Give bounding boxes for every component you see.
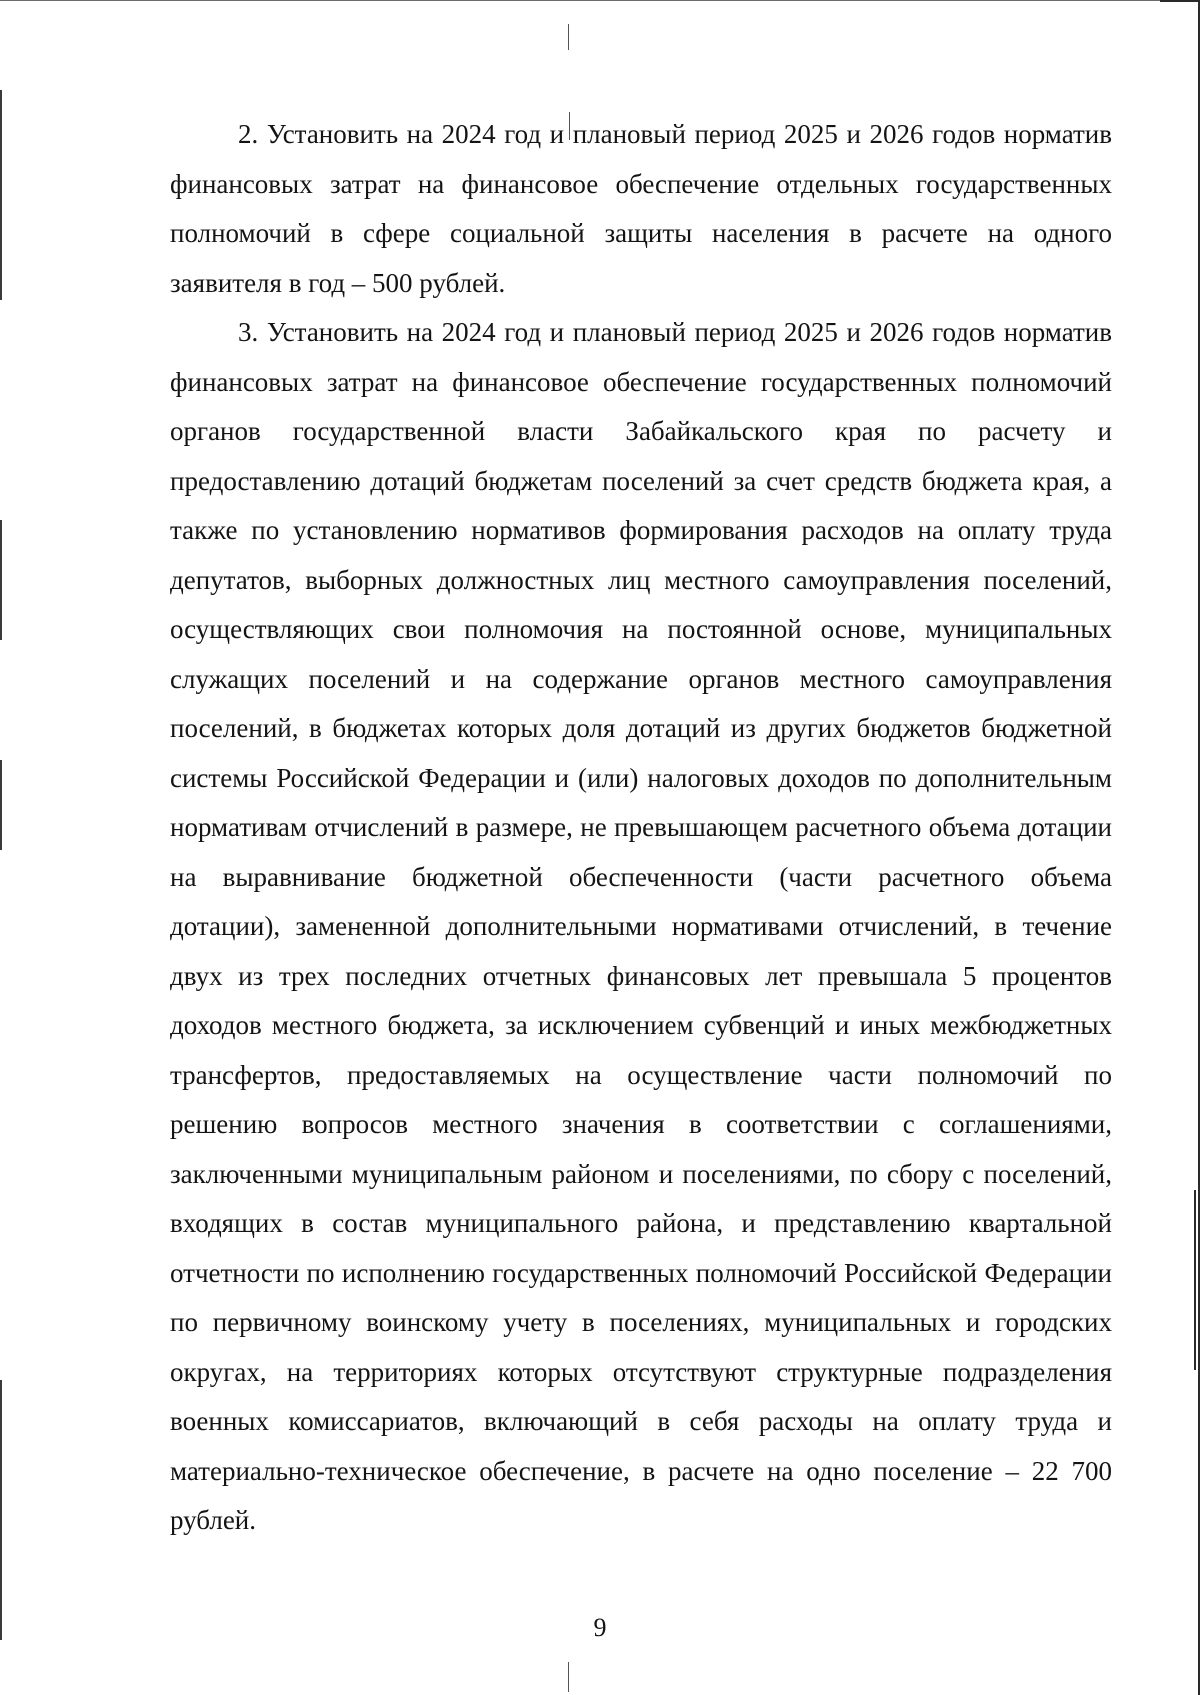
fold-mark-bottom (568, 1662, 569, 1692)
paragraph-2: 2. Установить на 2024 год и плановый период 2025 и 2026 годов норматив финансовых затрат на финансовое обеспечение отдельных государственных полномочий в сфере социальной защиты населения в расчете на одного заявителя в год – 500 рублей. (170, 119, 1112, 298)
scan-edge-left (0, 520, 2, 640)
page-number: 9 (593, 1613, 607, 1642)
scan-edge-left (0, 90, 2, 300)
document-body (170, 110, 1112, 1546)
scan-edge-top (0, 0, 1200, 1)
scan-edge-left (0, 1380, 2, 1640)
scan-edge-left (0, 760, 2, 850)
scan-edge-right-mark (1194, 1190, 1196, 1370)
scan-edge-right-top (1160, 0, 1200, 2)
fold-mark-top (568, 24, 569, 50)
paragraph-3: 3. Установить на 2024 год и плановый период 2025 и 2026 годов норматив финансовых затрат на финансовое обеспечение государственных полномочий органов государственной власти Забайкальского края по расчету и предоставлению дотаций бюджетам поселений за счет средств бюджета края, а также по установлению нормативов формирования расходов на оплату труда депутатов, выборных должностных лиц местного самоуправления поселений, осуществляющих свои полномочия на постоянной основе, муниципальных служащих поселений и на содержание органов местного самоуправления поселений, в бюджетах которых доля дотаций из других бюджетов бюджетной системы Российской Федерации и (или) налоговых доходов по дополнительным нормативам отчислений в размере, не превышающем расчетного объема дотации на выравнивание бюджетной обеспеченности (части расчетного объема дотации), замененной дополнительными нормативами отчислений, в течение двух из трех последних отчетных финансовых лет превышала 5 процентов доходов местного бюджета, за исключением субвенций и иных межбюджетных трансфертов, предоставляемых на осуществление части полномочий по решению вопросов местного значения в соответствии с соглашениями, заключенными муниципальным районом и поселениями, по сбору с поселений, входящих в состав муниципального района, и представлению квартальной отчетности по исполнению государственных полномочий Российской Федерации по первичному воинскому учету в поселениях, муниципальных и городских округах, на территориях которых отсутствуют структурные подразделения военных комиссариатов, включающий в себя расходы на оплату труда и материально-техническое обеспечение, в расчете на одно поселение – 22 700 рублей. (170, 317, 1112, 1535)
